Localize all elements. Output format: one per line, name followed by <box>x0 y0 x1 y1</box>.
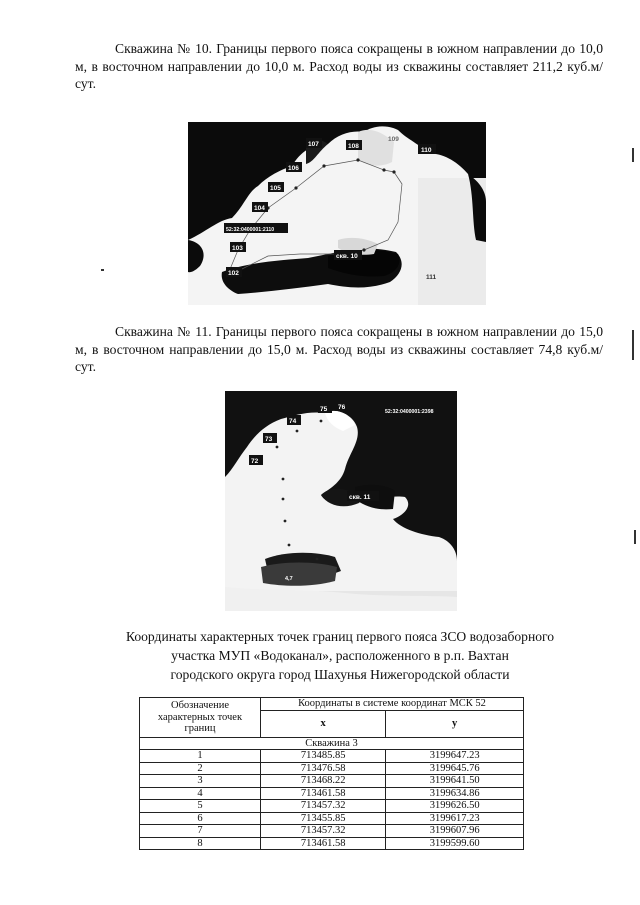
y-coordinate-cell: 3199607.96 <box>386 825 524 838</box>
well-11-paragraph: Скважина № 11. Границы первого пояса сокращены в южном направлении до 15,0 м, в восточном направлении до 15,0 м. Расход воды из скважины составляет 74,8 куб.м/сут. <box>75 324 603 374</box>
point-label-74: 74 <box>289 418 297 425</box>
point-label-104: 104 <box>254 205 265 212</box>
heading-line-2: участка МУП «Водоканал», расположенного в р.п. Вахтан <box>171 648 509 663</box>
y-coordinate-cell: 3199617.23 <box>386 812 524 825</box>
point-label-105: 105 <box>270 185 281 192</box>
scan-edge-mark <box>634 530 636 544</box>
x-coordinate-cell: 713461.58 <box>261 787 386 800</box>
x-coordinate-cell: 713457.32 <box>261 800 386 813</box>
point-number-cell: 6 <box>140 812 261 825</box>
table-row <box>140 762 524 775</box>
point-label-106: 106 <box>288 165 299 172</box>
point-label-72: 72 <box>251 458 259 465</box>
scan-speck <box>101 269 104 271</box>
cadastral-number-label: 52:32:0400001:2110 <box>226 227 275 233</box>
point-number-cell: 1 <box>140 750 261 763</box>
table-row <box>140 837 524 850</box>
point-label-107: 107 <box>308 141 319 148</box>
well-11-boundary-map <box>225 391 457 611</box>
point-label-73: 73 <box>265 436 273 443</box>
coordinates-table-heading <box>60 627 620 684</box>
table-row <box>140 812 524 825</box>
y-coordinate-cell: 3199634.86 <box>386 787 524 800</box>
point-label-110: 110 <box>421 147 432 154</box>
point-label-75: 75 <box>320 406 328 413</box>
point-number-cell: 5 <box>140 800 261 813</box>
y-coordinate-cell: 3199599.60 <box>386 837 524 850</box>
coords-header: Координаты в системе координат МСК 52 <box>261 698 524 711</box>
point-number-cell: 2 <box>140 762 261 775</box>
scan-edge-mark <box>632 148 634 162</box>
x-column-header: x <box>261 710 386 737</box>
x-coordinate-cell: 713476.58 <box>261 762 386 775</box>
table-row <box>140 825 524 838</box>
y-coordinate-cell: 3199645.76 <box>386 762 524 775</box>
well-10-boundary-map <box>188 122 486 305</box>
y-coordinate-cell: 3199641.50 <box>386 775 524 788</box>
point-number-cell: 4 <box>140 787 261 800</box>
well-11-bottom-label: 4,7 <box>285 576 293 582</box>
point-label-109: 109 <box>388 136 399 143</box>
y-column-header: y <box>386 710 524 737</box>
point-label-111: 111 <box>426 274 437 281</box>
well-10-label: скв. 10 <box>336 253 358 260</box>
scan-edge-mark <box>632 330 634 360</box>
x-coordinate-cell: 713468.22 <box>261 775 386 788</box>
point-label-103: 103 <box>232 245 243 252</box>
point-header: Обозначение характерных точек границ <box>140 698 261 738</box>
table-row <box>140 775 524 788</box>
x-coordinate-cell: 713457.32 <box>261 825 386 838</box>
table-row <box>140 800 524 813</box>
table-row <box>140 750 524 763</box>
table-row <box>140 787 524 800</box>
x-coordinate-cell: 713461.58 <box>261 837 386 850</box>
coordinates-table <box>139 697 524 850</box>
well-10-paragraph: Скважина № 10. Границы первого пояса сокращены в южном направлении до 10,0 м, в восточном направлении до 10,0 м. Расход воды из скважины составляет 211,2 куб.м/сут. <box>75 41 603 91</box>
cadastral-number-label: 52:32:0400001:2398 <box>385 409 434 415</box>
point-label-76: 76 <box>338 404 346 411</box>
y-coordinate-cell: 3199647.23 <box>386 750 524 763</box>
point-number-cell: 3 <box>140 775 261 788</box>
y-coordinate-cell: 3199626.50 <box>386 800 524 813</box>
x-coordinate-cell: 713485.85 <box>261 750 386 763</box>
point-label-102: 102 <box>228 270 239 277</box>
heading-line-3: городского округа город Шахунья Нижегородской области <box>170 667 510 682</box>
x-coordinate-cell: 713455.85 <box>261 812 386 825</box>
heading-line-1: Координаты характерных точек границ первого пояса ЗСО водозаборного <box>125 629 555 644</box>
well-3-section-row: Скважина 3 <box>140 737 524 750</box>
point-label-108: 108 <box>348 143 359 150</box>
well-11-label: скв. 11 <box>349 494 371 501</box>
point-number-cell: 7 <box>140 825 261 838</box>
point-number-cell: 8 <box>140 837 261 850</box>
